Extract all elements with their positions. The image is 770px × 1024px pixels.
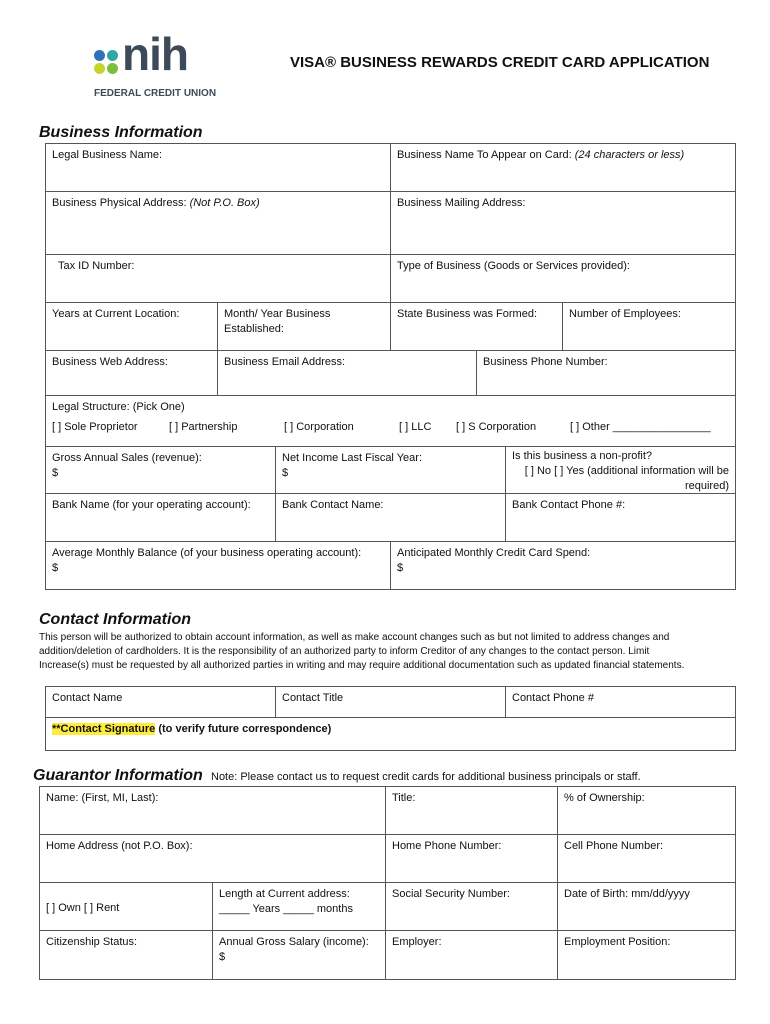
- web-address-field[interactable]: [45, 350, 218, 396]
- employment-position-field[interactable]: [557, 930, 736, 980]
- net-income-field[interactable]: [275, 446, 506, 494]
- gross-sales-field[interactable]: [45, 446, 276, 494]
- structure-corporation[interactable]: [ ] Corporation: [284, 421, 354, 433]
- type-of-business-field[interactable]: [390, 254, 736, 303]
- ssn-field[interactable]: [385, 882, 558, 931]
- name-on-card-note: (24 characters or less): [574, 149, 685, 161]
- anticipated-spend-dollar: $: [397, 562, 404, 574]
- contact-signature-field[interactable]: [45, 717, 736, 751]
- years-location-label: Years at Current Location:: [52, 308, 180, 320]
- logo-dot-yellow: [94, 63, 105, 74]
- nonprofit-question: Is this business a non-profit?: [512, 450, 653, 462]
- home-address-label: Home Address (not P.O. Box):: [46, 840, 193, 852]
- business-phone-label: Business Phone Number:: [483, 356, 608, 368]
- dob-field[interactable]: [557, 882, 736, 931]
- email-address-label: Business Email Address:: [224, 356, 346, 368]
- structure-sole-proprietor[interactable]: [ ] Sole Proprietor: [52, 421, 138, 433]
- email-address-field[interactable]: [217, 350, 477, 396]
- contact-paragraph-line-1: This person will be authorized to obtain account information, as well as make account changes such as but not limited to address changes and: [39, 632, 670, 643]
- month-year-established-field[interactable]: [217, 302, 391, 351]
- cell-phone-label: Cell Phone Number:: [564, 840, 664, 852]
- tax-id-field[interactable]: [45, 254, 391, 303]
- legal-structure-label: Legal Structure: (Pick One): [52, 401, 185, 413]
- employer-label: Employer:: [392, 936, 442, 948]
- anticipated-spend-label: Anticipated Monthly Credit Card Spend:: [397, 547, 591, 559]
- bank-phone-field[interactable]: [505, 493, 736, 542]
- bank-contact-field[interactable]: [275, 493, 506, 542]
- citizenship-label: Citizenship Status:: [46, 936, 138, 948]
- legal-structure-box: [45, 395, 736, 447]
- business-section-title: Business Information: [39, 124, 203, 141]
- gross-sales-dollar: $: [52, 467, 59, 479]
- logo: [92, 28, 222, 104]
- length-address-label: Length at Current address:: [219, 888, 350, 900]
- employer-field[interactable]: [385, 930, 558, 980]
- physical-address-field[interactable]: [45, 191, 391, 255]
- contact-phone-field[interactable]: [505, 686, 736, 718]
- contact-section-title: Contact Information: [39, 611, 191, 628]
- employment-position-label: Employment Position:: [564, 936, 671, 948]
- bank-name-label: Bank Name (for your operating account):: [52, 499, 251, 511]
- contact-signature-label: **Contact Signature: [52, 723, 156, 735]
- logo-dot-blue: [94, 50, 105, 61]
- type-of-business-label: Type of Business (Goods or Services provided):: [397, 260, 630, 272]
- physical-address-note: (Not P.O. Box): [189, 197, 260, 209]
- structure-partnership[interactable]: [ ] Partnership: [169, 421, 238, 433]
- ownership-field[interactable]: [557, 786, 736, 835]
- contact-name-field[interactable]: [45, 686, 276, 718]
- dob-label: Date of Birth: mm/dd/yyyy: [564, 888, 690, 900]
- length-address-field[interactable]: [212, 882, 386, 931]
- structure-s-corporation[interactable]: [ ] S Corporation: [456, 421, 537, 433]
- guarantor-title-label: Title:: [392, 792, 416, 804]
- structure-other[interactable]: [ ] Other ________________: [570, 421, 711, 433]
- month-year-established-label: Month/ Year Business Established:: [224, 308, 331, 335]
- name-on-card-field[interactable]: [390, 143, 736, 192]
- ownership-label: % of Ownership:: [564, 792, 645, 804]
- contact-title-field[interactable]: [275, 686, 506, 718]
- net-income-label: Net Income Last Fiscal Year:: [282, 452, 423, 464]
- avg-balance-field[interactable]: [45, 541, 391, 590]
- page-title: VISA® BUSINESS REWARDS CREDIT CARD APPLICATION: [290, 54, 710, 71]
- contact-title-label: Contact Title: [282, 692, 344, 704]
- bank-name-field[interactable]: [45, 493, 276, 542]
- net-income-dollar: $: [282, 467, 289, 479]
- own-rent-label: [ ] Own [ ] Rent: [46, 902, 120, 914]
- logo-dot-teal: [107, 50, 118, 61]
- ssn-label: Social Security Number:: [392, 888, 510, 900]
- guarantor-note: Note: Please contact us to request credit cards for additional business principals or staff.: [211, 771, 641, 783]
- anticipated-spend-field[interactable]: [390, 541, 736, 590]
- logo-subtitle: FEDERAL CREDIT UNION: [94, 88, 217, 99]
- avg-balance-label: Average Monthly Balance (of your business operating account):: [52, 547, 362, 559]
- mailing-address-field[interactable]: [390, 191, 736, 255]
- contact-paragraph-line-2: addition/deletion of cardholders. It is the responsibility of an authorized party to inform Creditor of any changes to the contact person. Limit: [39, 646, 650, 657]
- bank-phone-label: Bank Contact Phone #:: [512, 499, 626, 511]
- num-employees-label: Number of Employees:: [569, 308, 681, 320]
- salary-label: Annual Gross Salary (income):: [219, 936, 369, 948]
- citizenship-field[interactable]: [39, 930, 213, 980]
- nonprofit-field[interactable]: [505, 446, 736, 494]
- bank-contact-label: Bank Contact Name:: [282, 499, 384, 511]
- contact-name-label: Contact Name: [52, 692, 123, 704]
- logo-dot-green: [107, 63, 118, 74]
- salary-dollar: $: [219, 951, 226, 963]
- cell-phone-field[interactable]: [557, 834, 736, 883]
- state-formed-label: State Business was Formed:: [397, 308, 538, 320]
- home-phone-field[interactable]: [385, 834, 558, 883]
- physical-address-label: Business Physical Address:: [52, 197, 187, 209]
- contact-phone-label: Contact Phone #: [512, 692, 594, 704]
- legal-business-name-label: Legal Business Name:: [52, 149, 163, 161]
- nonprofit-options: [ ] No [ ] Yes (additional information will be required): [524, 465, 729, 492]
- home-phone-label: Home Phone Number:: [392, 840, 502, 852]
- state-formed-field[interactable]: [390, 302, 563, 351]
- guarantor-name-label: Name: (First, MI, Last):: [46, 792, 159, 804]
- avg-balance-dollar: $: [52, 562, 59, 574]
- years-location-field[interactable]: [45, 302, 218, 351]
- guarantor-name-field[interactable]: [39, 786, 386, 835]
- name-on-card-label: Business Name To Appear on Card:: [397, 149, 572, 161]
- num-employees-field[interactable]: [562, 302, 736, 351]
- mailing-address-label: Business Mailing Address:: [397, 197, 526, 209]
- logo-word: nih: [122, 28, 188, 80]
- guarantor-section-title: Guarantor Information: [33, 767, 203, 784]
- own-rent-field[interactable]: [39, 882, 213, 931]
- contact-signature-note: (to verify future correspondence): [155, 723, 332, 735]
- home-address-field[interactable]: [39, 834, 386, 883]
- gross-sales-label: Gross Annual Sales (revenue):: [52, 452, 202, 464]
- salary-field[interactable]: [212, 930, 386, 980]
- length-address-blanks: _____ Years _____ months: [219, 903, 353, 915]
- contact-paragraph-line-3: Increase(s) must be requested by all authorized parties in writing and may require additional documentation such as updated financial statements.: [39, 660, 685, 671]
- web-address-label: Business Web Address:: [52, 356, 168, 368]
- tax-id-label: Tax ID Number:: [58, 260, 135, 272]
- legal-business-name-field[interactable]: [45, 143, 391, 192]
- business-phone-field[interactable]: [476, 350, 736, 396]
- structure-llc[interactable]: [ ] LLC: [399, 421, 432, 433]
- guarantor-title-field[interactable]: [385, 786, 558, 835]
